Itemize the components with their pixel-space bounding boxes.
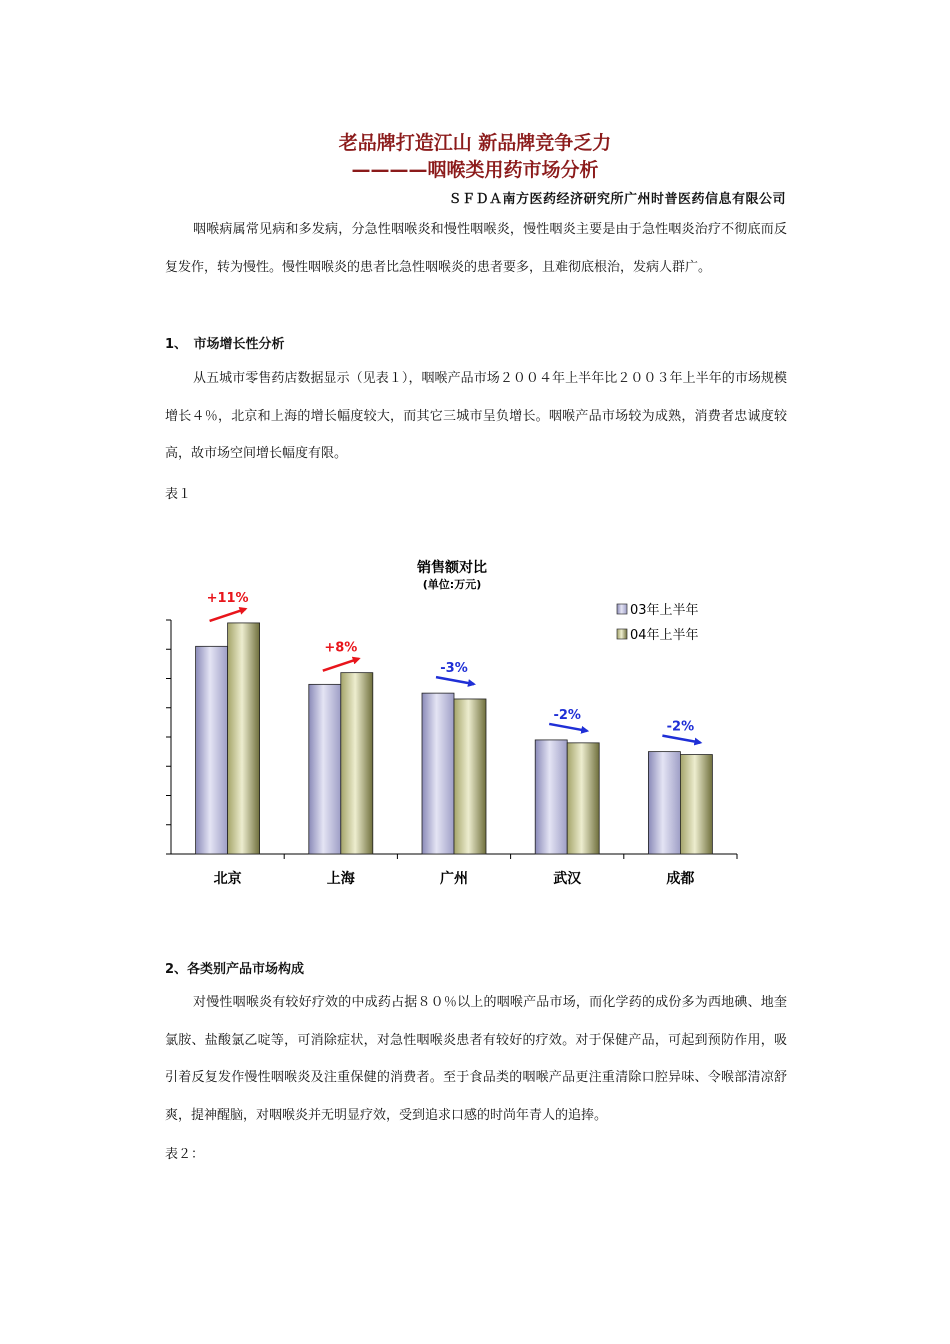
growth-arrow-up [323, 659, 359, 671]
growth-arrow-down [549, 724, 587, 731]
intro-paragraph: 咽喉病属常见病和多发病，分急性咽喉炎和慢性咽喉炎，慢性咽炎主要是由于急性咽炎治疗不彻底而反复发作，转为慢性。慢性咽喉炎的患者比急性咽喉炎的患者要多，且难彻底根治，发病人群广。 [165, 222, 787, 275]
page-title: 老品牌打造江山 新品牌竞争乏力 [338, 132, 612, 154]
bar-03-0 [196, 646, 228, 854]
growth-label: -2% [553, 707, 581, 723]
bar-04-3 [567, 743, 599, 854]
growth-arrow-up [210, 609, 246, 621]
chart-title: 销售额对比 [417, 560, 487, 576]
bar-04-4 [680, 755, 712, 854]
section2-paragraph: 对慢性咽喉炎有较好疗效的中成药占据８０％以上的咽喉产品市场，而化学药的成份多为西地碘、地奎氯胺、盐酸氯乙啶等，可消除症状，对急性咽喉炎患者有较好的疗效。对于保健产品，可起到预防作用，吸引着反复发作慢性咽喉炎及注重保健的消费者。至于食品类的咽喉产品更注重清除口腔异味、令喉部清凉舒爽，提神醒脑，对咽喉炎并无明显疗效，受到追求口感的时尚年青人的追捧。 [165, 995, 787, 1123]
legend-swatch-04 [617, 629, 627, 639]
bar-04-1 [341, 673, 373, 854]
table2-caption: 表２： [165, 1147, 205, 1162]
sales-comparison-chart [150, 545, 770, 905]
bar-04-2 [454, 699, 486, 854]
section1-heading: 1、 市场增长性分析 [165, 337, 285, 352]
bar-03-1 [309, 684, 341, 854]
growth-label: -3% [440, 661, 468, 677]
section2-heading: 2、各类别产品市场构成 [165, 962, 305, 977]
legend-label-03: 03年上半年 [630, 603, 699, 618]
table1-caption: 表１ [165, 487, 192, 502]
category-label: 北京 [213, 871, 242, 887]
bar-03-3 [535, 740, 567, 854]
growth-arrow-down [662, 736, 700, 743]
organization-line: ＳＦＤＡ南方医药经济研究所广州时普医药信息有限公司 [448, 192, 786, 207]
bar-03-4 [648, 752, 680, 854]
chart-legend [617, 602, 699, 643]
bar-03-2 [422, 693, 454, 854]
section1-paragraph: 从五城市零售药店数据显示（见表１），咽喉产品市场２００４年上半年比２００３年上半年的市场规模增长４％，北京和上海的增长幅度较大，而其它三城市呈负增长。咽喉产品市场较为成熟，消费者忠诚度较高，故市场空间增长幅度有限。 [165, 371, 787, 461]
growth-label: +8% [324, 640, 358, 656]
growth-label: -2% [666, 719, 695, 735]
category-label: 成都 [666, 871, 695, 887]
bar-04-0 [228, 623, 260, 854]
page-subtitle: ————咽喉类用药市场分析 [351, 159, 599, 181]
legend-swatch-03 [617, 604, 627, 614]
growth-arrow-down [436, 677, 474, 684]
growth-label: +11% [206, 590, 249, 606]
category-label: 广州 [440, 871, 468, 887]
legend-label-04: 04年上半年 [630, 628, 699, 643]
chart-subtitle: (单位:万元) [422, 578, 482, 591]
category-label: 上海 [326, 871, 355, 887]
category-label: 武汉 [553, 871, 582, 887]
